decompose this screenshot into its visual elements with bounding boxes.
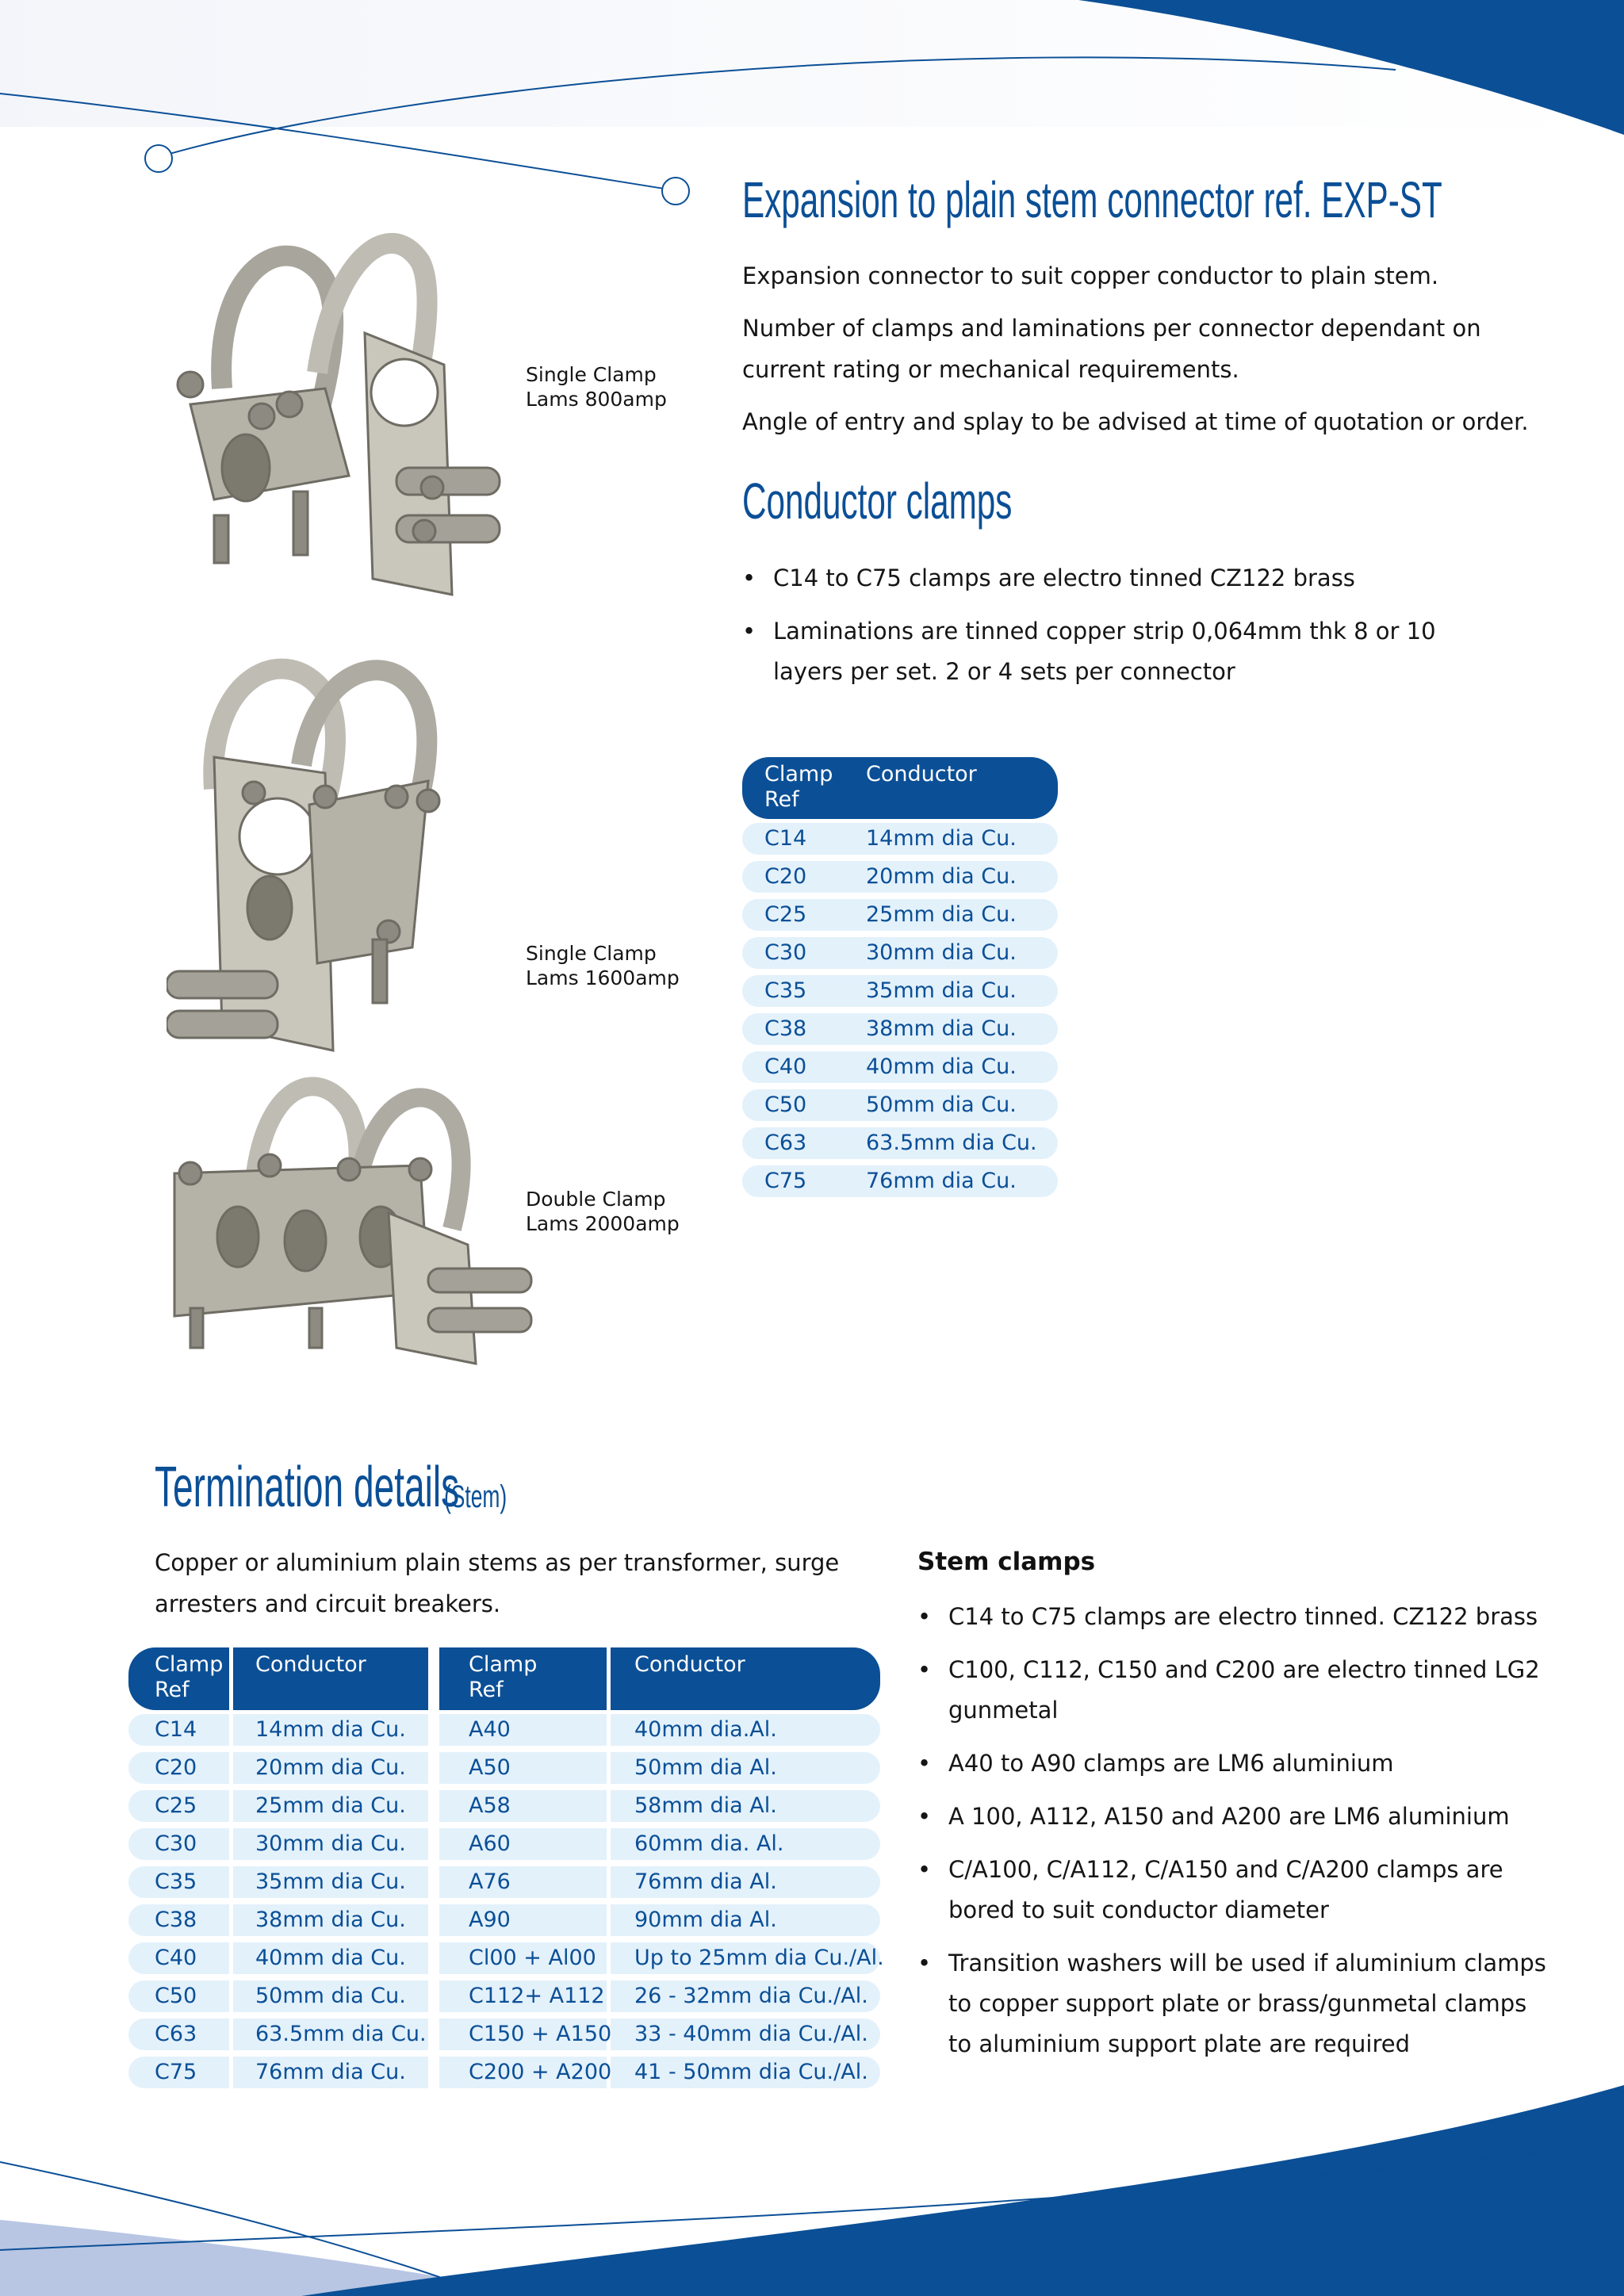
table-cell: 90mm dia Al. <box>634 1908 777 1932</box>
table-cell: 40mm dia Cu. <box>255 1946 406 1970</box>
table-cell: C20 <box>155 1755 197 1780</box>
table-cell: C25 <box>155 1793 197 1818</box>
table-cell: 41 - 50mm dia Cu./Al. <box>634 2060 868 2084</box>
bullet-icon: • <box>917 1803 932 1830</box>
top-circle-left <box>145 145 172 172</box>
table-cell: 63.5mm dia Cu. <box>866 1131 1037 1155</box>
intro-paragraph-1: Expansion connector to suit copper conductor to plain stem. <box>742 262 1439 289</box>
double-clamp-2000-photo <box>159 1070 547 1372</box>
bullet-icon: • <box>917 1656 932 1683</box>
table-cell: Up to 25mm dia Cu./Al. <box>634 1946 884 1970</box>
bullet-icon: • <box>742 564 756 591</box>
stem-clamps-list <box>917 1597 1552 2077</box>
stem-clamps-title: Stem clamps <box>917 1548 1096 1576</box>
table-cell: 14mm dia Cu. <box>255 1717 406 1742</box>
table-cell: 35mm dia Cu. <box>255 1869 406 1894</box>
table-cell: C30 <box>155 1831 197 1856</box>
list-item: • C/A100, C/A112, C/A150 and C/A200 clamps are bored to suit conductor diameter <box>917 1850 1552 1931</box>
bullet-icon: • <box>917 1750 932 1777</box>
conductor-table-header <box>742 757 1058 819</box>
termination-title-main: Termination details <box>155 1456 460 1519</box>
termination-table-header <box>128 1647 880 1710</box>
table-cell: C25 <box>764 902 807 927</box>
table-cell: C112+ A112 <box>469 1984 605 2008</box>
termination-description: Copper or aluminium plain stems as per transformer, surge arresters and circuit breakers. <box>155 1549 840 1617</box>
table-cell: A90 <box>469 1908 511 1932</box>
list-item: • Transition washers will be used if aluminium clamps to copper support plate or brass/gunmetal clamps to aluminium support plate are required <box>917 1943 1552 2064</box>
table-cell: C40 <box>764 1054 807 1079</box>
image-caption-1: Single Clamp Lams 800amp <box>526 363 667 411</box>
table-cell: C38 <box>764 1016 807 1041</box>
conductor-clamps-list <box>742 558 1488 705</box>
table-row-segment <box>439 1752 607 1784</box>
column-header: Clamp Ref <box>155 1652 224 1702</box>
table-cell: 30mm dia Cu. <box>866 940 1017 965</box>
table-cell: 50mm dia Cu. <box>866 1093 1017 1117</box>
list-item: • C14 to C75 clamps are electro tinned. CZ122 brass <box>917 1597 1552 1637</box>
table-row-segment <box>439 1904 607 1936</box>
single-clamp-1600-photo <box>167 646 539 1058</box>
table-cell: 58mm dia Al. <box>634 1793 777 1818</box>
table-cell: 38mm dia Cu. <box>255 1908 406 1932</box>
table-row-segment <box>439 1790 607 1822</box>
column-divider <box>428 1647 439 1710</box>
page-title: Expansion to plain stem connector ref. EXP-ST <box>742 171 1442 228</box>
list-item: • Laminations are tinned copper strip 0,064mm thk 8 or 10 layers per set. 2 or 4 sets per connector <box>742 611 1488 692</box>
table-cell: 63.5mm dia Cu. <box>255 2022 427 2046</box>
single-clamp-800-photo <box>167 214 539 603</box>
list-item: • C100, C112, C150 and C200 are electro tinned LG2 gunmetal <box>917 1650 1552 1731</box>
table-cell: 60mm dia. Al. <box>634 1831 784 1856</box>
column-divider <box>229 1647 233 1710</box>
table-cell: C40 <box>155 1946 197 1970</box>
top-circle-right <box>662 178 689 205</box>
table-cell: C20 <box>764 864 807 889</box>
termination-title <box>155 1456 630 1519</box>
table-cell: A40 <box>469 1717 511 1742</box>
table-cell: 25mm dia Cu. <box>255 1793 406 1818</box>
termination-title-suffix: (Stem) <box>444 1479 508 1514</box>
bullet-icon: • <box>917 1603 932 1630</box>
list-item: • C14 to C75 clamps are electro tinned CZ122 brass <box>742 558 1488 599</box>
table-cell: 25mm dia Cu. <box>866 902 1017 927</box>
table-cell: 26 - 32mm dia Cu./Al. <box>634 1984 868 2008</box>
column-header: Clamp Ref <box>469 1652 538 1702</box>
bullet-icon: • <box>917 1856 932 1883</box>
table-cell: 50mm dia Al. <box>634 1755 777 1780</box>
column-divider <box>607 1647 611 1710</box>
table-cell: C38 <box>155 1908 197 1932</box>
table-row-segment <box>439 1866 607 1898</box>
bullet-icon: • <box>917 1950 932 1976</box>
column-header: Clamp Ref <box>764 762 833 812</box>
table-cell: 20mm dia Cu. <box>255 1755 406 1780</box>
table-cell: A76 <box>469 1869 511 1894</box>
table-cell: 20mm dia Cu. <box>866 864 1017 889</box>
table-cell: 38mm dia Cu. <box>866 1016 1017 1041</box>
table-row-segment <box>439 1714 607 1746</box>
bullet-icon: • <box>742 618 756 645</box>
conductor-clamps-title: Conductor clamps <box>742 473 1013 530</box>
table-cell: C50 <box>764 1093 807 1117</box>
table-cell: C63 <box>155 2022 197 2046</box>
table-cell: C35 <box>764 978 807 1003</box>
bottom-swoosh-blue <box>301 2085 1624 2296</box>
image-caption-3: Double Clamp Lams 2000amp <box>526 1188 680 1235</box>
table-cell: A60 <box>469 1831 511 1856</box>
table-cell: C150 + A150 <box>469 2022 612 2046</box>
table-cell: 40mm dia.Al. <box>634 1717 777 1742</box>
table-row-segment <box>439 1828 607 1860</box>
table-cell: 33 - 40mm dia Cu./Al. <box>634 2022 868 2046</box>
column-header: Conductor <box>866 762 977 786</box>
table-cell: 40mm dia Cu. <box>866 1054 1017 1079</box>
table-cell: Cl00 + Al00 <box>469 1946 596 1970</box>
column-header: Conductor <box>255 1652 366 1677</box>
table-cell: 76mm dia Cu. <box>866 1169 1017 1193</box>
table-cell: C35 <box>155 1869 197 1894</box>
intro-paragraph-3: Angle of entry and splay to be advised at time of quotation or order. <box>742 408 1529 435</box>
table-cell: C63 <box>764 1131 807 1155</box>
table-cell: A50 <box>469 1755 511 1780</box>
table-cell: C75 <box>764 1169 807 1193</box>
table-cell: 14mm dia Cu. <box>866 826 1017 851</box>
table-cell: 50mm dia Cu. <box>255 1984 406 2008</box>
table-cell: C30 <box>764 940 807 965</box>
image-caption-2: Single Clamp Lams 1600amp <box>526 942 680 989</box>
table-cell: C75 <box>155 2060 197 2084</box>
list-item: • A40 to A90 clamps are LM6 aluminium <box>917 1743 1552 1784</box>
intro-paragraph-2: Number of clamps and laminations per connector dependant on current rating or mechanical requirements. <box>742 315 1481 383</box>
table-cell: 76mm dia Cu. <box>255 2060 406 2084</box>
table-cell: C200 + A200 <box>469 2060 612 2084</box>
table-cell: 30mm dia Cu. <box>255 1831 406 1856</box>
table-cell: C14 <box>764 826 807 851</box>
table-cell: C50 <box>155 1984 197 2008</box>
list-item: • A 100, A112, A150 and A200 are LM6 aluminium <box>917 1797 1552 1837</box>
table-cell: 76mm dia Al. <box>634 1869 777 1894</box>
table-cell: A58 <box>469 1793 511 1818</box>
table-cell: 35mm dia Cu. <box>866 978 1017 1003</box>
column-header: Conductor <box>634 1652 745 1677</box>
table-cell: C14 <box>155 1717 197 1742</box>
intro-text <box>742 255 1543 453</box>
